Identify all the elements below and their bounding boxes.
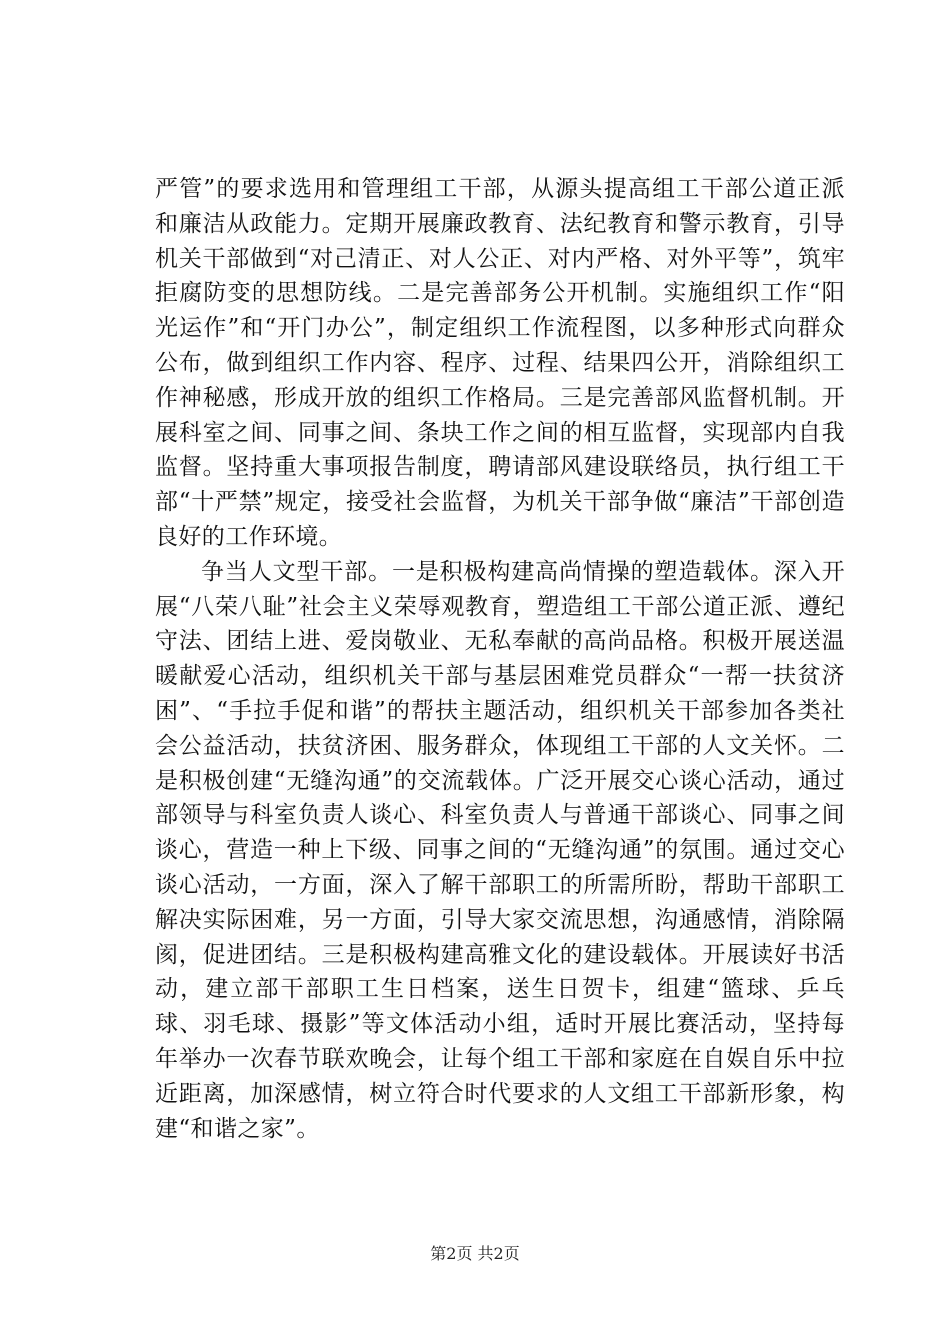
paragraph-humanistic-cadre: 争当人文型干部。一是积极构建高尚情操的塑造载体。深入开展“八荣八耻”社会主义荣辱观教育，塑造组工干部公道正派、遵纪守法、团结上进、爱岗敬业、无私奉献的高尚品格。积极开展送温暖献爱心活动，组织机关干部与基层困难党员群众“一帮一扶贫济困”、“手拉手促和谐”的帮扶主题活动，组织机关干部参加各类社会公益活动，扶贫济困、服务群众，体现组工干部的人文关怀。二是积极创建“无缝沟通”的交流载体。广泛开展交心谈心活动，通过部领导与科室负责人谈心、科室负责人与普通干部谈心、同事之间谈心，营造一种上下级、同事之间的“无缝沟通”的氛围。通过交心谈心活动，一方面，深入了解干部职工的所需所盼，帮助干部职工解决实际困难，另一方面，引导大家交流思想，沟通感情，消除隔阂，促进团结。三是积极构建高雅文化的建设载体。开展读好书活动，建立部干部职工生日档案，送生日贺卡，组建“篮球、乒乓球、羽毛球、摄影”等文体活动小组，适时开展比赛活动，坚持每年举办一次春节联欢晚会，让每个组工干部和家庭在自娱自乐中拉近距离，加深感情，树立符合时代要求的人文组工干部新形象，构建“和谐之家”。	[155, 558, 845, 1142]
page-footer: 第2页 共2页	[430, 1244, 520, 1263]
document-body	[155, 172, 845, 1146]
paragraph-continuation: 严管”的要求选用和管理组工干部，从源头提高组工干部公道正派和廉洁从政能力。定期开展廉政教育、法纪教育和警示教育，引导机关干部做到“对己清正、对人公正、对内严格、对外平等”，筑牢拒腐防变的思想防线。二是完善部务公开机制。实施组织工作“阳光运作”和“开门办公”，制定组织工作流程图，以多种形式向群众公布，做到组织工作内容、程序、过程、结果四公开，消除组织工作神秘感，形成开放的组织工作格局。三是完善部风监督机制。开展科室之间、同事之间、条块工作之间的相互监督，实现部内自我监督。坚持重大事项报告制度，聘请部风建设联络员，执行组工干部“十严禁”规定，接受社会监督，为机关干部争做“廉洁”干部创造良好的工作环境。	[155, 176, 845, 550]
